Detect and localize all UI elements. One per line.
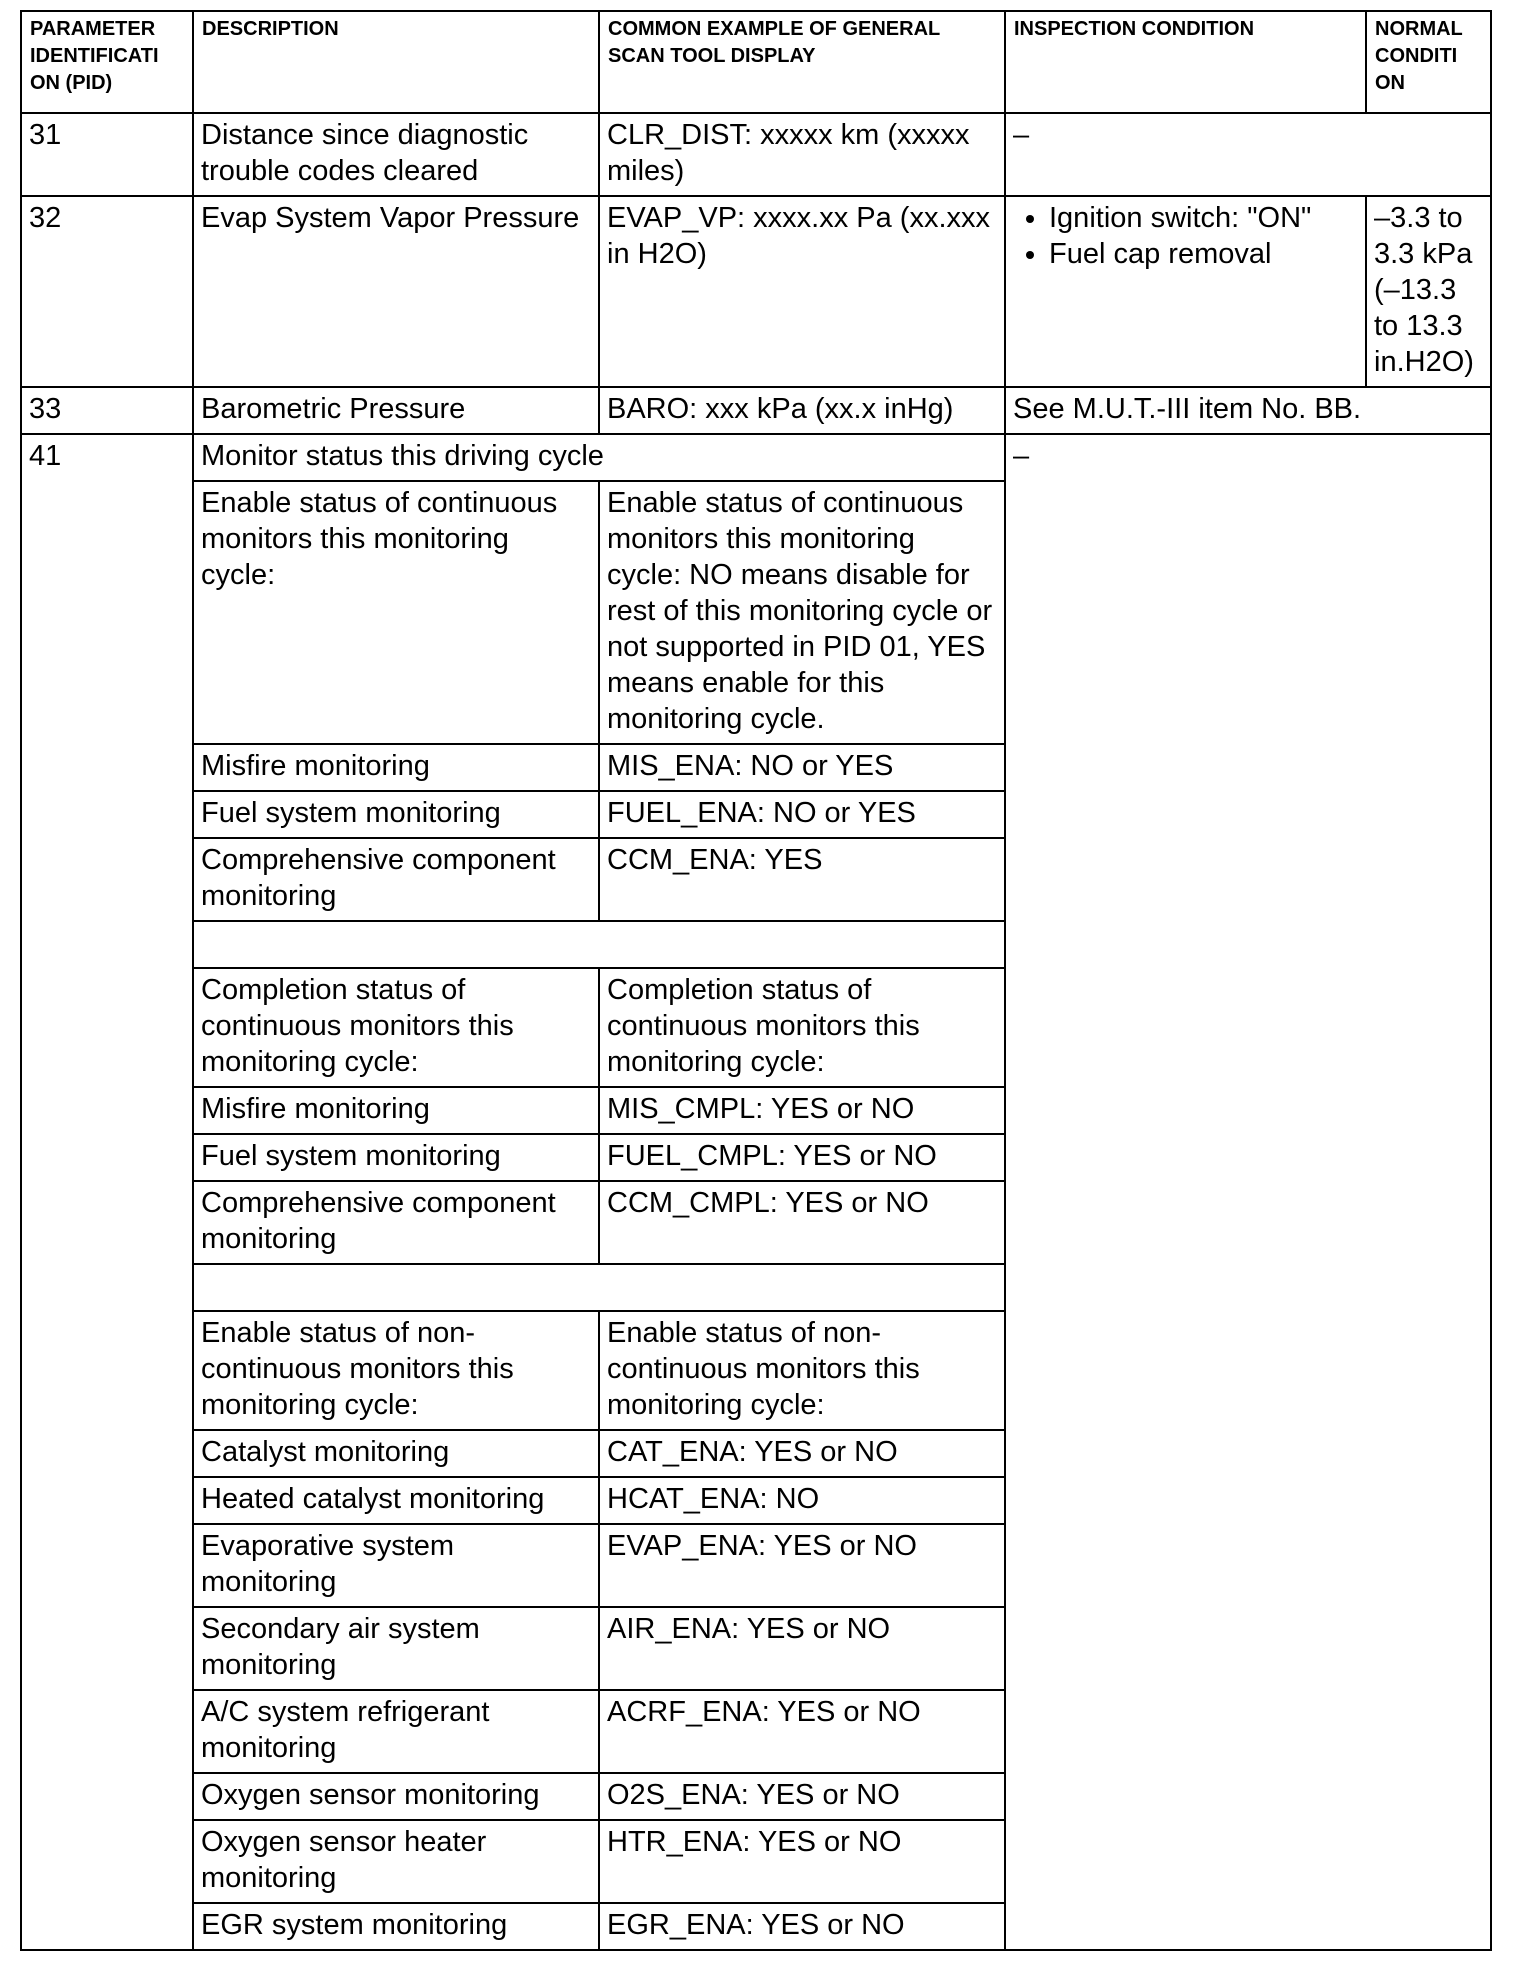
table-row-pid-32 [21, 196, 1491, 387]
header-description: DESCRIPTION [193, 11, 599, 113]
list-item: • Ignition switch: "ON" [1049, 200, 1358, 236]
display-cell: HCAT_ENA: NO [599, 1477, 1005, 1524]
header-display: COMMON EXAMPLE OF GENERAL SCAN TOOL DISPLAY [599, 11, 1005, 113]
table-row-pid-41 [21, 434, 1491, 481]
description-cell: Enable status of continuous monitors this monitoring cycle: [193, 481, 599, 744]
description-cell: Misfire monitoring [193, 1087, 599, 1134]
description-cell: Fuel system monitoring [193, 791, 599, 838]
display-cell: Enable status of continuous monitors this monitoring cycle: NO means disable for rest of this monitoring cycle or not supported in PID 01, YES means enable for this monitoring cycle. [599, 481, 1005, 744]
description-cell: Evaporative system monitoring [193, 1524, 599, 1607]
header-row [21, 11, 1491, 113]
pid-table [20, 10, 1492, 1951]
display-cell: CCM_CMPL: YES or NO [599, 1181, 1005, 1264]
display-cell: EVAP_ENA: YES or NO [599, 1524, 1005, 1607]
display-cell: FUEL_CMPL: YES or NO [599, 1134, 1005, 1181]
pid-cell: 33 [21, 387, 193, 434]
description-cell: Catalyst monitoring [193, 1430, 599, 1477]
description-cell: Oxygen sensor monitoring [193, 1773, 599, 1820]
description-cell: Secondary air system monitoring [193, 1607, 599, 1690]
description-cell: A/C system refrigerant monitoring [193, 1690, 599, 1773]
description-cell: Barometric Pressure [193, 387, 599, 434]
spacer-cell [193, 921, 1005, 968]
description-cell: Oxygen sensor heater monitoring [193, 1820, 599, 1903]
inspection-cell [1005, 196, 1366, 387]
pid-cell: 32 [21, 196, 193, 387]
display-cell: FUEL_ENA: NO or YES [599, 791, 1005, 838]
display-cell: CAT_ENA: YES or NO [599, 1430, 1005, 1477]
display-cell: Completion status of continuous monitors this monitoring cycle: [599, 968, 1005, 1087]
description-cell: Fuel system monitoring [193, 1134, 599, 1181]
inspection-cell: – [1005, 113, 1491, 196]
pid-cell: 41 [21, 434, 193, 1950]
display-cell: HTR_ENA: YES or NO [599, 1820, 1005, 1903]
table-row-pid-31 [21, 113, 1491, 196]
display-cell: MIS_ENA: NO or YES [599, 744, 1005, 791]
description-cell: EGR system monitoring [193, 1903, 599, 1950]
inspection-cell: See M.U.T.-III item No. BB. [1005, 387, 1491, 434]
description-cell: Distance since diagnostic trouble codes cleared [193, 113, 599, 196]
display-cell: EVAP_VP: xxxx.xx Pa (xx.xxx in H2O) [599, 196, 1005, 387]
display-cell: ACRF_ENA: YES or NO [599, 1690, 1005, 1773]
display-cell: BARO: xxx kPa (xx.x inHg) [599, 387, 1005, 434]
display-cell: MIS_CMPL: YES or NO [599, 1087, 1005, 1134]
description-cell: Comprehensive component monitoring [193, 838, 599, 921]
inspection-cell: – [1005, 434, 1491, 1950]
header-inspection: INSPECTION CONDITION [1005, 11, 1366, 113]
display-cell: Enable status of non-continuous monitors this monitoring cycle: [599, 1311, 1005, 1430]
normal-cell: –3.3 to 3.3 kPa (–13.3 to 13.3 in.H2O) [1366, 196, 1491, 387]
display-cell: CCM_ENA: YES [599, 838, 1005, 921]
display-cell: AIR_ENA: YES or NO [599, 1607, 1005, 1690]
description-cell: Comprehensive component monitoring [193, 1181, 599, 1264]
display-cell: O2S_ENA: YES or NO [599, 1773, 1005, 1820]
description-cell: Completion status of continuous monitors this monitoring cycle: [193, 968, 599, 1087]
section-title: Monitor status this driving cycle [193, 434, 1005, 481]
description-cell: Evap System Vapor Pressure [193, 196, 599, 387]
header-pid: PARAMETER IDENTIFICATI ON (PID) [21, 11, 193, 113]
description-cell: Misfire monitoring [193, 744, 599, 791]
inspection-list [1013, 200, 1358, 272]
list-item: • Fuel cap removal [1049, 236, 1358, 272]
table-row-pid-33 [21, 387, 1491, 434]
header-normal: NORMAL CONDITI ON [1366, 11, 1491, 113]
spacer-cell [193, 1264, 1005, 1311]
pid-cell: 31 [21, 113, 193, 196]
description-cell: Enable status of non-continuous monitors this monitoring cycle: [193, 1311, 599, 1430]
display-cell: CLR_DIST: xxxxx km (xxxxx miles) [599, 113, 1005, 196]
description-cell: Heated catalyst monitoring [193, 1477, 599, 1524]
display-cell: EGR_ENA: YES or NO [599, 1903, 1005, 1950]
